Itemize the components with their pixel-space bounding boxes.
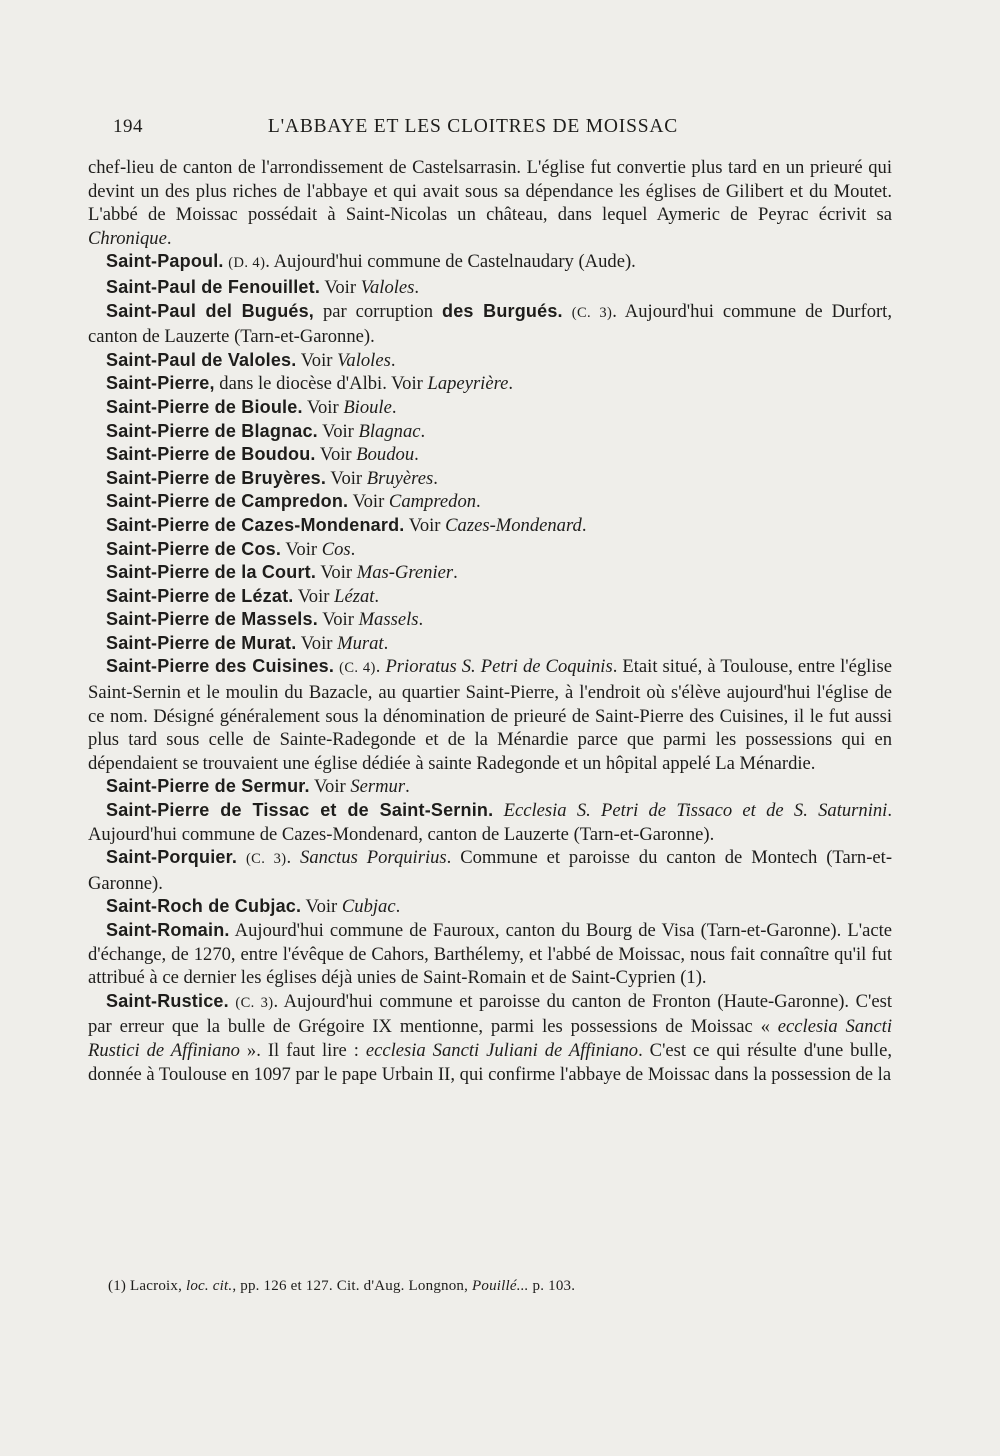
entry-saint-pierre-de-cos: Saint-Pierre de Cos. Voir Cos. <box>106 538 356 560</box>
entry-saint-pierre-de-campredon: Saint-Pierre de Campredon. Voir Campredon. <box>106 491 481 513</box>
entry-saint-pierre-de-bioule: Saint-Pierre de Bioule. Voir Bioule. <box>106 396 397 418</box>
running-title: L'ABBAYE ET LES CLOITRES DE MOISSAC <box>267 116 679 137</box>
entry-saint-pierre-albi: Saint-Pierre, dans le diocèse d'Albi. Voir Lapeyrière. <box>106 373 514 395</box>
entry-saint-pierre-de-la-court: Saint-Pierre de la Court. Voir Mas-Grenier. <box>106 562 458 584</box>
entry-saint-paul-de-valoles: Saint-Paul de Valoles. Voir Valoles. <box>106 349 396 371</box>
paragraph-continued: chef-lieu de canton de l'arrondissement de Castelsarrasin. L'église fut convertie plus tard en un prieuré qui devint un des plus riches de l'abbaye et qui avait sous sa dépendance les églises de Gilibert et du Moutet. L'abbé de Moissac possédait à Saint-Nicolas un château, dans lequel Aymeric de Peyrac écrivit sa Chronique. <box>88 157 892 249</box>
entry-saint-pierre-des-cuisines: Saint-Pierre des Cuisines. (C. 4). Prioratus S. Petri de Coquinis. Etait situé, à Toulouse, entre l'église Saint-Sernin et le moulin du Bazacle, au quartier Saint-Pierre, à l'endroit où s'élève aujourd'hui l'église de ce nom. Désigné généralement sous la dénomination de prieuré de Saint-Pierre des Cuisines, il le fut aussi plus tard sous celle de Sainte-Radegonde et de la Ménardie parce que parmi les possessions qui en dépendaient se trouvaient une église dédiée à sainte Radegonde et un hôpital appelé La Ménardie. <box>88 656 892 774</box>
entry-saint-pierre-de-blagnac: Saint-Pierre de Blagnac. Voir Blagnac. <box>106 420 426 442</box>
entry-saint-paul-de-fenouillet: Saint-Paul de Fenouillet. Voir Valoles. <box>106 276 420 298</box>
page-number: 194 <box>113 116 143 137</box>
entry-saint-rustice: Saint-Rustice. (C. 3). Aujourd'hui commune et paroisse du canton de Fronton (Haute-Garonne). C'est par erreur que la bulle de Grégoire IX mentionne, parmi les possessions de Moissac « ecclesia Sancti Rustici de Affiniano ». Il faut lire : ecclesia Sancti Juliani de Affiniano. C'est ce qui résulte d'une bulle, donnée à Toulouse en 1097 par le pape Urbain II, qui confirme l'abbaye de Moissac dans la possession de la <box>88 990 892 1085</box>
entry-saint-pierre-de-boudou: Saint-Pierre de Boudou. Voir Boudou. <box>106 444 419 466</box>
entry-saint-pierre-de-lezat: Saint-Pierre de Lézat. Voir Lézat. <box>106 585 380 607</box>
entry-saint-pierre-de-sermur: Saint-Pierre de Sermur. Voir Sermur. <box>106 776 410 798</box>
entry-saint-pierre-de-bruyeres: Saint-Pierre de Bruyères. Voir Bruyères. <box>106 467 438 489</box>
entry-saint-roch-de-cubjac: Saint-Roch de Cubjac. Voir Cubjac. <box>106 896 401 918</box>
page-body <box>88 156 892 1086</box>
footnote: (1) Lacroix, loc. cit., pp. 126 et 127. Cit. d'Aug. Longnon, Pouillé... p. 103. <box>108 1278 576 1294</box>
entry-saint-pierre-de-cazes-mondenard: Saint-Pierre de Cazes-Mondenard. Voir Cazes-Mondenard. <box>106 514 587 536</box>
entry-saint-pierre-de-tissac: Saint-Pierre de Tissac et de Saint-Sernin. Ecclesia S. Petri de Tissaco et de S. Saturnini. Aujourd'hui commune de Cazes-Mondenard, canton de Lauzerte (Tarn-et-Garonne). <box>88 800 892 845</box>
entry-saint-pierre-de-murat: Saint-Pierre de Murat. Voir Murat. <box>106 632 389 654</box>
page-header <box>113 116 893 146</box>
entry-saint-romain: Saint-Romain. Aujourd'hui commune de Fauroux, canton du Bourg de Visa (Tarn-et-Garonne). L'acte d'échange, de 1270, entre l'évêque de Cahors, Barthélemy, et l'abbé de Moissac, nous fait connaître qu'il fut attribué à ce dernier les églises déjà unies de Saint-Romain et de Saint-Cyprien (1). <box>88 920 892 989</box>
entry-saint-papoul: Saint-Papoul. (D. 4). Aujourd'hui commune de Castelnaudary (Aude). <box>106 251 636 273</box>
entry-saint-paul-del-bugues: Saint-Paul del Bugués, par corruption des Burgués. (C. 3). Aujourd'hui commune de Durfort, canton de Lauzerte (Tarn-et-Garonne). <box>88 300 892 348</box>
entry-saint-porquier: Saint-Porquier. (C. 3). Sanctus Porquirius. Commune et paroisse du canton de Montech (Tarn-et-Garonne). <box>88 847 893 894</box>
entry-saint-pierre-de-massels: Saint-Pierre de Massels. Voir Massels. <box>106 609 424 631</box>
